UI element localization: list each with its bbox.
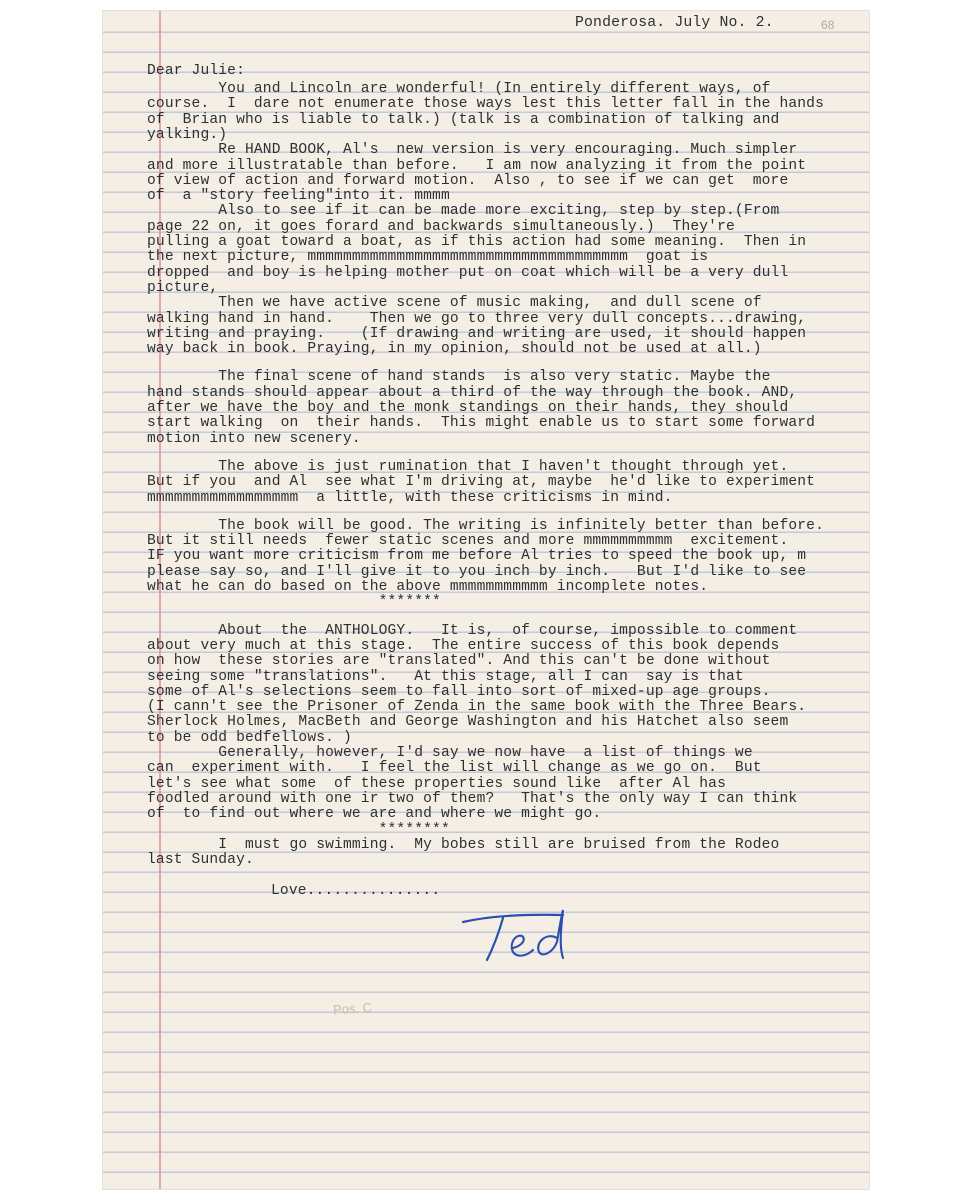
body-line: let's see what some of these properties sound like after Al has	[147, 775, 726, 792]
body-line: last Sunday.	[147, 852, 254, 869]
body-line: The final scene of hand stands is also very static. Maybe the	[147, 369, 771, 386]
body-line: writing and praying. (If drawing and writing are used, it should happen	[147, 325, 807, 342]
handwritten-signature	[455, 900, 605, 980]
body-line: Re HAND BOOK, Al's new version is very encouraging. Much simpler	[147, 142, 798, 159]
page-number-mark: 68	[821, 18, 835, 32]
pencil-note: Pos. C	[332, 999, 373, 1018]
body-line: and more illustratable than before. I am now analyzing it from the point	[147, 157, 807, 174]
body-line: I must go swimming. My bobes still are bruised from the Rodeo	[147, 836, 780, 853]
body-line: to be odd bedfellows. )	[147, 729, 352, 746]
body-line: motion into new scenery.	[147, 430, 361, 447]
body-line: picture,	[147, 279, 219, 296]
body-line: what he can do based on the above mmmmmmmmmmm incomplete notes.	[147, 579, 709, 595]
body-line: course. I dare not enumerate those ways lest this letter fall in the hands	[147, 96, 824, 113]
body-line: The book will be good. The writing is infinitely better than before.	[147, 517, 824, 534]
body-line: way back in book. Praying, in my opinion, should not be used at all.)	[147, 341, 762, 358]
body-line: can experiment with. I feel the list will change as we go on. But	[147, 760, 762, 777]
body-line: please say so, and I'll give it to you inch by inch. But I'd like to see	[147, 563, 807, 580]
body-line: about very much at this stage. The entire success of this book depends	[147, 637, 780, 654]
body-line: You and Lincoln are wonderful! (In entirely different ways, of	[147, 81, 771, 97]
body-line: hand stands should appear about a third of the way through the book. AND,	[147, 384, 798, 401]
closing: Love...............	[271, 883, 441, 899]
body-line: foodled around with one ir two of them? That's the only way I can think	[147, 790, 798, 807]
letter-header: Ponderosa. July No. 2.	[575, 15, 774, 31]
body-line: after we have the boy and the monk standings on their hands, they should	[147, 400, 789, 416]
letter-page	[103, 11, 869, 1189]
body-line: IF you want more criticism from me before Al tries to speed the book up, m	[147, 548, 807, 565]
body-line: The above is just rumination that I haven't thought through yet.	[147, 458, 789, 475]
body-line: Then we have active scene of music making, and dull scene of	[147, 295, 762, 312]
body-line: Sherlock Holmes, MacBeth and George Washington and his Hatchet also seem	[147, 714, 789, 731]
body-line: of view of action and forward motion. Also , to see if we can get more	[147, 172, 789, 189]
body-line: Generally, however, I'd say we now have a list of things we	[147, 745, 753, 761]
salutation: Dear Julie:	[147, 63, 245, 79]
body-line: About the ANTHOLOGY. It is, of course, impossible to comment	[147, 622, 798, 639]
body-line: But it still needs fewer static scenes and more mmmmmmmmmm excitement.	[147, 533, 789, 550]
body-line: But if you and Al see what I'm driving at, maybe he'd like to experiment	[147, 474, 816, 491]
body-line: dropped and boy is helping mother put on coat which will be a very dull	[147, 264, 789, 281]
body-line: yalking.)	[147, 126, 228, 143]
body-line: Also to see if it can be made more exciting, step by step.(From	[147, 203, 780, 220]
body-line: ********	[147, 821, 450, 838]
body-line: walking hand in hand. Then we go to three very dull concepts...drawing,	[147, 310, 807, 327]
body-line: start walking on their hands. This might enable us to start some forward	[147, 415, 816, 432]
body-line: mmmmmmmmmmmmmmmmm a little, with these criticisms in mind.	[147, 489, 673, 506]
body-line: of Brian who is liable to talk.) (talk is a combination of talking and	[147, 111, 780, 128]
body-line: the next picture, mmmmmmmmmmmmmmmmmmmmmmmmmmmmmmmmmmmm goat is	[147, 249, 709, 266]
body-line: (I cann't see the Prisoner of Zenda in the same book with the Three Bears.	[147, 699, 807, 716]
body-line: *******	[147, 594, 441, 611]
body-line: seeing some "translations". At this stage, all I can say is that	[147, 668, 744, 685]
body-line: page 22 on, it goes forard and backwards simultaneously.) They're	[147, 218, 735, 235]
body-line: of to find out where we are and where we might go.	[147, 806, 602, 823]
body-line: some of Al's selections seem to fall into sort of mixed-up age groups.	[147, 683, 771, 700]
body-line: pulling a goat toward a boat, as if this action had some meaning. Then in	[147, 234, 807, 250]
body-line: on how these stories are "translated". And this can't be done without	[147, 653, 771, 670]
body-line: of a "story feeling"into it. mmmm	[147, 188, 450, 205]
